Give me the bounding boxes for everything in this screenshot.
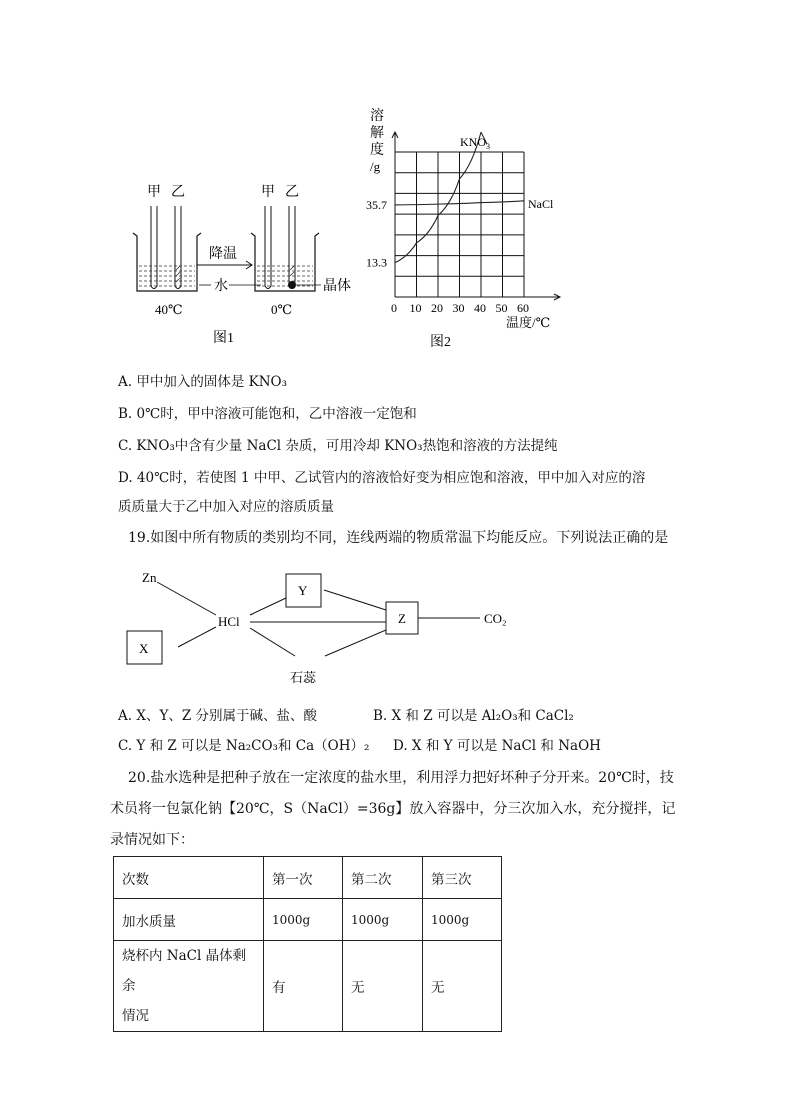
x-tick-label: 10 xyxy=(409,301,422,315)
q20-line3: 录情况如下： xyxy=(110,832,194,848)
table-row xyxy=(114,857,502,899)
node-y: Y xyxy=(298,583,308,598)
chart-axes xyxy=(392,132,560,300)
temp-right: 0℃ xyxy=(271,302,293,317)
q19-stem: 19.如图中所有物质的类别均不同，连线两端的物质常温下均能反应。下列说法正确的是 xyxy=(128,530,669,546)
table-header-cell: 次数 xyxy=(114,857,264,899)
q18-option-b: B. 0℃时，甲中溶液可能饱和，乙中溶液一定饱和 xyxy=(118,406,417,422)
y-tick-label: 13.3 xyxy=(366,255,387,270)
label-jia-left: 甲 xyxy=(147,185,161,200)
q18-option-a: A. 甲中加入的固体是 KNO₃ xyxy=(118,374,288,390)
row2-label-line1: 烧杯内 NaCl 晶体剩余 xyxy=(122,948,247,994)
x-tick-label: 60 xyxy=(517,301,529,315)
beaker-right xyxy=(251,233,319,291)
row2-label-line2: 情况 xyxy=(122,1008,149,1024)
figure2-caption: 图2 xyxy=(430,335,451,350)
ylabel-char-3: 度 xyxy=(370,143,384,158)
ylabel-char-4: /g xyxy=(370,159,381,174)
series-label-kno3: $KNO_3$ xyxy=(460,135,490,151)
figure2-solubility-chart xyxy=(360,100,580,350)
crystal-dot xyxy=(288,281,296,289)
q20-line2: 术员将一包氯化钠【20℃，S（NaCl）=36g】放入容器中，分三次加入水，充分搅拌，记 xyxy=(110,801,676,817)
node-z: Z xyxy=(398,611,406,626)
table-header-cell: 第三次 xyxy=(423,857,502,899)
chart-grid xyxy=(395,152,524,297)
q19-option-d: D. X 和 Y 可以是 NaCl 和 NaOH xyxy=(393,738,601,754)
table-cell: 1000g xyxy=(423,899,502,941)
table-cell: 加水质量 xyxy=(114,899,264,941)
table-header-cell: 第一次 xyxy=(264,857,343,899)
figure1-diagram xyxy=(125,178,365,348)
ylabel-char-2: 解 xyxy=(370,126,384,141)
table-row xyxy=(114,941,502,1032)
q20-record-table xyxy=(113,856,502,1032)
x-tick-label: 50 xyxy=(495,301,508,315)
crystal-label: 晶体 xyxy=(323,279,351,294)
node-co2: CO₂ xyxy=(484,611,507,626)
x-tick-label: 0 xyxy=(391,301,397,315)
node-x: X xyxy=(139,641,149,656)
label-yi-left: 乙 xyxy=(171,185,185,200)
node-hcl: HCl xyxy=(218,614,240,629)
chart-xlabel: 温度/℃ xyxy=(506,315,551,330)
figure1-caption: 图1 xyxy=(213,331,234,346)
q19-option-c: C. Y 和 Z 可以是 Na₂CO₃和 Ca（OH）₂ xyxy=(118,738,370,754)
q19-option-a: A. X、Y、Z 分别属于碱、盐、酸 xyxy=(118,708,318,724)
y-tick-label: 35.7 xyxy=(366,197,387,212)
x-tick-label: 20 xyxy=(431,301,443,315)
node-zn: Zn xyxy=(142,570,157,585)
table-header-cell: 第二次 xyxy=(343,857,423,899)
table-cell xyxy=(114,941,264,1032)
arrow-label: 降温 xyxy=(209,247,237,262)
q18-option-d-line1: D. 40℃时，若使图 1 中甲、乙试管内的溶液恰好变为相应饱和溶液，甲中加入对应的溶 xyxy=(118,470,646,486)
series-label-nacl: NaCl xyxy=(528,197,554,211)
ylabel-char-1: 溶 xyxy=(370,109,384,124)
water-label: 水 xyxy=(214,279,228,294)
beaker-left xyxy=(133,233,201,291)
table-cell: 无 xyxy=(423,941,502,1032)
label-yi-right: 乙 xyxy=(285,185,299,200)
table-cell: 有 xyxy=(264,941,343,1032)
q19-option-b: B. X 和 Z 可以是 Al₂O₃和 CaCl₂ xyxy=(373,708,574,724)
table-cell: 无 xyxy=(343,941,423,1032)
x-tick-label: 30 xyxy=(452,301,465,315)
label-jia-right: 甲 xyxy=(261,185,275,200)
table-cell: 1000g xyxy=(264,899,343,941)
q19-diagram xyxy=(120,560,540,690)
temp-left: 40℃ xyxy=(155,302,183,317)
q18-option-c: C. KNO₃中含有少量 NaCl 杂质，可用冷却 KNO₃热饱和溶液的方法提纯 xyxy=(118,438,558,454)
q18-option-d-line2: 质质量大于乙中加入对应的溶质质量 xyxy=(118,499,334,515)
table-cell: 1000g xyxy=(343,899,423,941)
x-tick-label: 40 xyxy=(474,301,486,315)
table-row xyxy=(114,899,502,941)
q20-line1: 20.盐水选种是把种子放在一定浓度的盐水里，利用浮力把好坏种子分开来。20℃时，技 xyxy=(128,770,674,786)
node-litmus: 石蕊 xyxy=(290,670,317,685)
